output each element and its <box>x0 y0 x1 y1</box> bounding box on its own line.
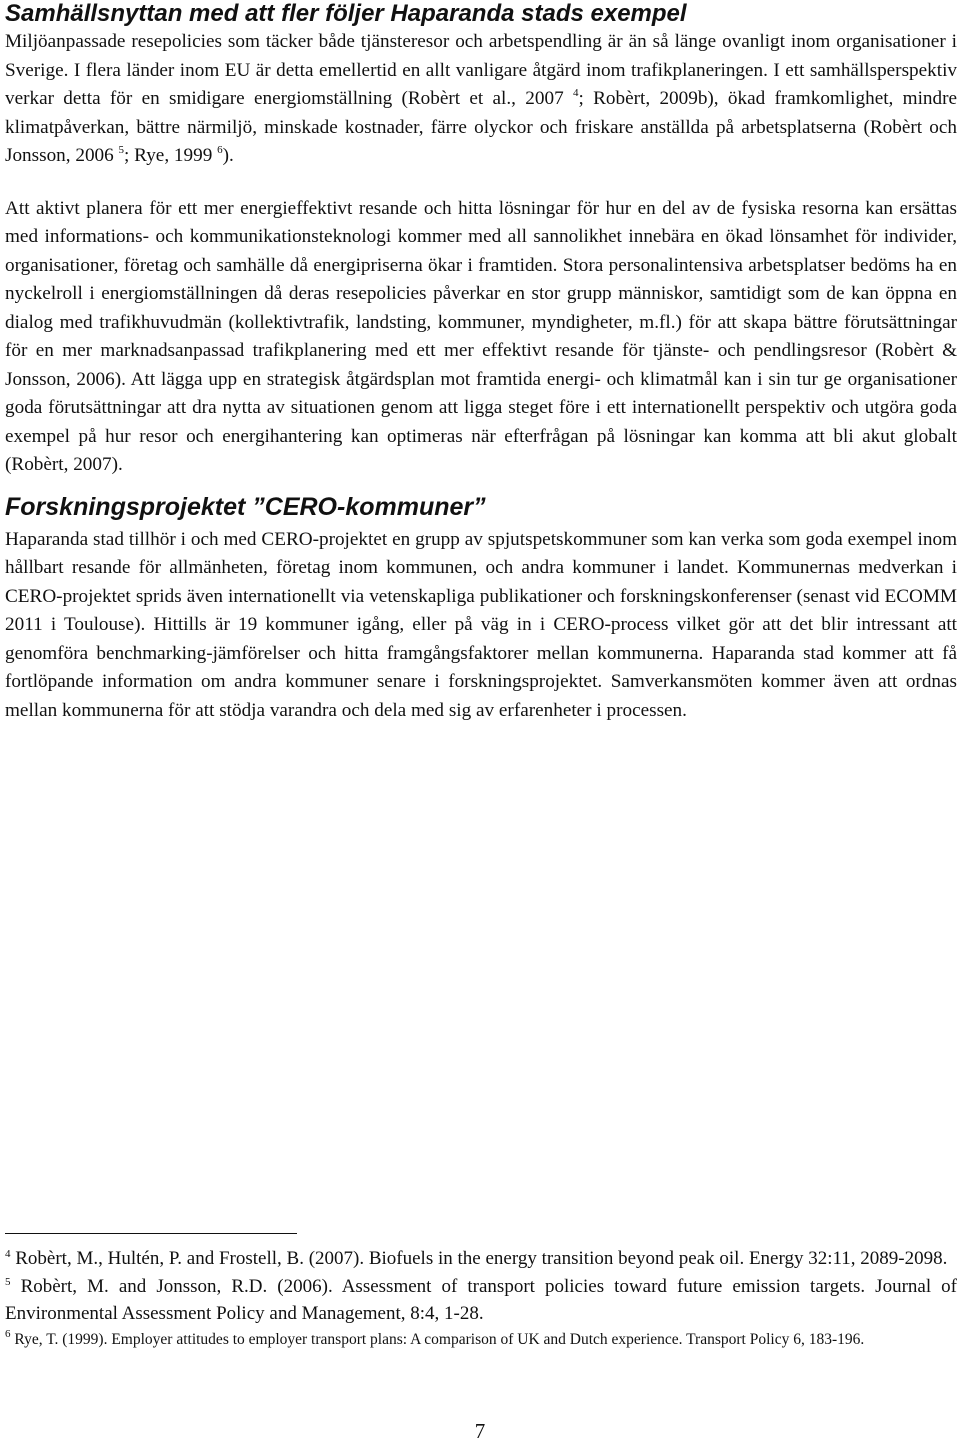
footnote-marker: 6 <box>5 1327 11 1340</box>
footnote-separator <box>5 1233 297 1234</box>
paragraph-text-segment: Miljöanpassade resepolicies som täcker både tjänsteresor och arbetspendling är än så länge ovanligt inom organisationer i Sverige. I flera länder inom EU är detta emellertid en allt vanligare åtgärd inom trafikplaneringen. I ett samhällsperspektiv verkar detta för en smidigare energiomställning (Robèrt et al., 2007 <box>5 31 957 109</box>
document-page <box>5 0 957 725</box>
footnote-ref-4[interactable]: 4 <box>572 87 579 99</box>
footnote-text: Robèrt, M. and Jonsson, R.D. (2006). Assessment of transport policies toward future emission targets. Journal of Environmental Assessment Policy and Management, 8:4, 1-28. <box>5 1275 958 1324</box>
paragraph-cero-project: Haparanda stad tillhör i och med CERO-projektet en grupp av spjutspetskommuner som kan verka som goda exempel inom hållbart resande för allmänheten, företag inom kommunen, och andra kommuner i landet. Kommunernas medverkan i CERO-projektet sprids även internationellt via vetenskapliga publikationer och forskningskonferenser (senast vid ECOMM 2011 i Toulouse). Hittills är 19 kommuner igång, eller på väg in i CERO-process vilket gör att det blir intressant att genomföra benchmarking-jämförelser och hitta framgångsfaktorer mellan kommunerna. Haparanda stad kommer att få fortlöpande information om andra kommuner senare i forskningsprojektet. Samverkansmöten kommer även att ordnas mellan kommunerna för att stödja varandra och dela med sig av erfarenheter i processen. <box>5 528 957 721</box>
footnote-marker: 4 <box>5 1248 11 1260</box>
paragraph-text-segment: ). <box>222 145 234 166</box>
page-number: 7 <box>474 1419 486 1443</box>
section-heading-samhallsnyttan: Samhällsnyttan med att fler följer Haparanda stads exempel <box>5 0 687 27</box>
footnotes <box>5 1245 957 1351</box>
footnote-text: Rye, T. (1999). Employer attitudes to employer transport plans: A comparison of UK and Dutch experience. Transport Policy 6, 183-196. <box>14 1330 865 1348</box>
footnote-4 <box>5 1245 957 1273</box>
footnote-marker: 5 <box>5 1275 11 1288</box>
paragraph-text-segment: ; Rye, 1999 <box>124 145 218 166</box>
footnote-text: Robèrt, M., Hultén, P. and Frostell, B. (2007). Biofuels in the energy transition beyond peak oil. Energy 32:11, 2089-2098. <box>15 1248 948 1269</box>
paragraph-energy-planning: Att aktivt planera för ett mer energieffektivt resande och hitta lösningar för hur en del av de fysiska resorna kan ersättas med informations- och kommunikationsteknologi kommer med all sannolikhet innebära en ökad lönsamhet för individer, organisationer, företag och samhälle då energipriserna ökar i framtiden. Stora personalintensiva arbetsplatser bedöms ha en nyckelroll i energiomställningen då deras resepolicies påverkar en stor grupp människor, samtidigt som de kan öppna en dialog med trafikhuvudmän (kollektivtrafik, landsting, kommuner, myndigheter, m.fl.) för att skapa bättre förutsättningar för en mer marknadsanpassad trafikplanering med ett mer effektivt resande för tjänste- och pendlingsresor (Robèrt & Jonsson, 2006). Att lägga upp en strategisk åtgärdsplan mot framtida energi- och klimatmål kan i sin tur ge organisationer goda förutsättningar att dra nytta av situationen genom att ligga steget före i ett internationellt perspektiv och utgöra goda exempel på hur resor och energihantering kan optimeras när efterfrågan på lösningar kan komma att bli akut globalt (Robèrt, 2007). <box>5 197 957 475</box>
footnote-ref-5[interactable]: 5 <box>118 144 125 156</box>
footnote-5 <box>5 1273 957 1328</box>
paragraph-policy-intro <box>5 28 957 171</box>
footnote-ref-6[interactable]: 6 <box>217 144 223 156</box>
section-heading-cero: Forskningsprojektet ”CERO-kommuner” <box>5 492 486 521</box>
footnote-6 <box>5 1328 957 1351</box>
paragraph-text-segment: ; Robèrt, 2009b), ökad framkomlighet, mindre klimatpåverkan, bättre närmiljö, minskade kostnader, färre olyckor och friskare anställda på arbetsplatserna (Robèrt och Jonsson, 2006 <box>5 88 957 166</box>
